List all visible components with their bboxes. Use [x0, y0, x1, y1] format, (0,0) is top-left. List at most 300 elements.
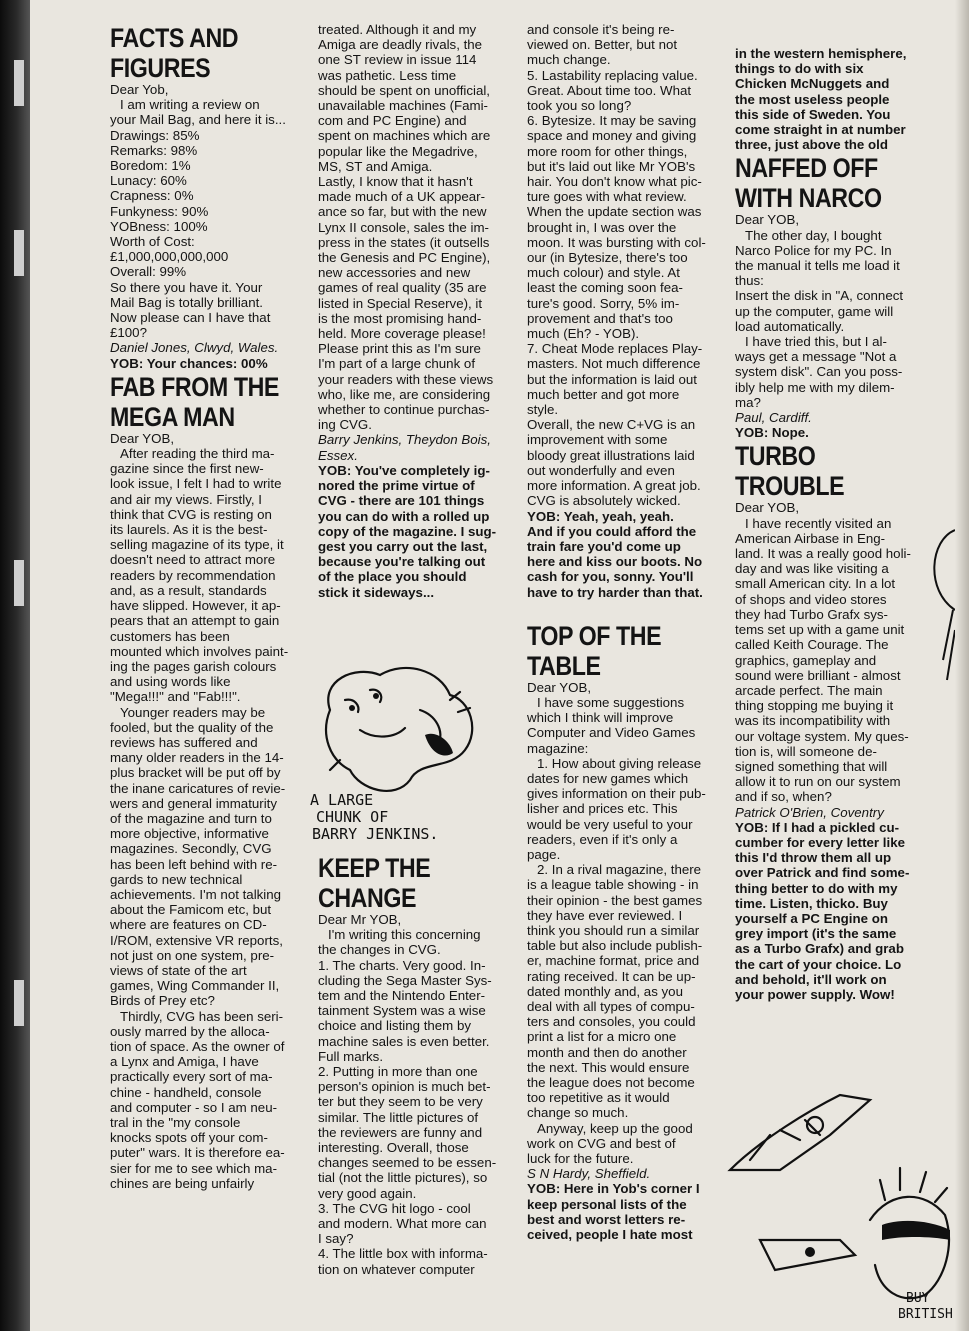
yob-reply-line: grey import (it's the same	[735, 926, 897, 942]
yob-reply-line: here and kiss our boots. No	[527, 554, 703, 570]
letter-text-line: least the coming soon fea-	[527, 280, 683, 296]
yob-character-doodle	[720, 1040, 955, 1330]
letter-text-line: Computer and Video Games	[527, 725, 696, 741]
letter-text-line: Younger readers may be	[120, 704, 266, 720]
letter-text-line: their opinion - the best games	[527, 892, 703, 908]
letter-text-line: magazines. Secondly, CVG	[110, 841, 272, 857]
letter-text-line: more room for other things,	[527, 143, 688, 159]
pupil	[349, 705, 355, 711]
letter-text-line: many older readers in the 14-	[110, 750, 284, 766]
letter-text-line: the manual it tells me load it	[735, 258, 900, 274]
letter-text-line: ibly help me with my dilem-	[735, 379, 895, 395]
letter-text-line: the next. This would ensure	[527, 1059, 690, 1075]
letter-text-line: lisher and prices etc. This	[527, 801, 678, 817]
yob-reply-line: copy of the magazine. I sug-	[318, 523, 497, 539]
letter-text-line: dated monthly and, as you	[527, 983, 683, 999]
letter-text-line: fooled, but the quality of the	[110, 719, 274, 735]
magazine-spine	[0, 0, 30, 1331]
letter-text-line: spent on machines which are	[318, 128, 491, 144]
letter-text-line: Great. About time too. What	[527, 82, 692, 98]
letter-text-line: a Lynx and Amiga, I have	[110, 1054, 259, 1070]
letter-text-line: one ST review in issue 114	[318, 52, 477, 68]
letter-text-line: whether to continue purchas-	[318, 402, 490, 418]
letter-text-line: selling magazine of its type, it	[110, 537, 284, 553]
letter-text-line: 2. In a rival magazine, there	[537, 862, 702, 878]
letter-text-line: ture's good. Sorry, 5% im-	[527, 295, 680, 311]
letter-text-line: much change.	[527, 52, 611, 68]
column-2-top	[318, 22, 518, 600]
yob-reply-line: stick it sideways...	[318, 584, 435, 600]
spine-mark	[14, 60, 24, 106]
letter-text-line: ing the pages garish colours	[110, 658, 277, 674]
letter-text-line: Boredom: 1%	[110, 158, 191, 174]
letter-text-line: Crapness: 0%	[110, 188, 194, 204]
letter-text-line: improvement with some	[527, 432, 668, 448]
letter-text-line: more information. A great job.	[527, 478, 701, 494]
letter-text-line: tainment System was a wise	[318, 1003, 486, 1019]
parachute-doodle	[925, 510, 955, 700]
letter-text-line: tem and the Nintendo Enter-	[318, 988, 486, 1004]
letter-text-line: I'm part of a large chunk of	[318, 356, 476, 372]
letter-text-line: games of real quality (35 are	[318, 280, 487, 296]
letter-text-line: chines are being unfairly	[110, 1175, 255, 1191]
yob-reply-line: nored the prime virtue of	[318, 478, 475, 494]
yob-reply-line: Chicken McNuggets and	[735, 76, 890, 92]
letter-text-line: listed in Special Reserve), it	[318, 295, 483, 311]
letter-text-line: wers and general immaturity	[110, 795, 278, 811]
letter-text-line: I/ROM, extensive VR reports,	[110, 932, 283, 948]
letter-heading: TABLE	[527, 650, 601, 681]
letter-text-line: your readers with these views	[318, 371, 494, 387]
letter-text-line: Dear Mr YOB,	[318, 912, 402, 927]
spine-mark	[14, 980, 24, 1026]
letter-text-line: tems set up with a game unit	[735, 622, 905, 638]
letter-text-line: your Mail Bag, and here it is...	[110, 112, 286, 128]
letter-text-line: the reviewers are funny and	[318, 1124, 483, 1140]
letter-text-line: up the computer, game will	[735, 303, 894, 319]
letter-text-line: held. More coverage please!	[318, 326, 486, 342]
letter-text-line: person's opinion is much bet-	[318, 1079, 491, 1095]
letter-text-line: I have tried this, but I al-	[745, 334, 887, 350]
letter-text-line: magazine:	[527, 740, 589, 756]
letter-text-line: of shops and video stores	[735, 591, 887, 607]
letter-text-line: Overall, the new C+VG is an	[527, 417, 696, 433]
column-4	[735, 46, 935, 1002]
yob-reply-line: And if you could afford the	[527, 523, 697, 539]
yob-reply-line: and behold, it'll work on	[735, 971, 887, 987]
yob-reply-line: YOB: Nope.	[735, 425, 809, 441]
letter-text-line: very good again.	[318, 1185, 417, 1201]
letter-text-line: com and PC Engine) and	[318, 113, 467, 129]
yob-reply-line: keep personal lists of the	[527, 1196, 687, 1212]
letter-text-line: sound were brilliant - almost	[735, 667, 901, 683]
letter-text-line: brought in, I was over the	[527, 219, 677, 235]
letter-text-line: press in the states (it outsells	[318, 234, 490, 250]
letter-text-line: 7. Cheat Mode replaces Play-	[527, 341, 703, 357]
letter-text-line: style.	[527, 402, 559, 418]
letter-text-line: customers has been	[110, 628, 230, 644]
letter-text-line: views of state of the art	[110, 962, 247, 978]
letter-text-line: 5. Lastability replacing value.	[527, 67, 698, 83]
letter-text-line: YOBness: 100%	[110, 218, 208, 234]
yob-reply-line: have to try harder than that.	[527, 584, 703, 600]
yob-reply-line: best and worst letters re-	[527, 1211, 686, 1227]
letter-heading: TOP OF THE	[527, 620, 662, 651]
parachute-lines	[943, 610, 955, 680]
letter-text-line: American Airbase in Eng-	[735, 530, 886, 546]
letter-heading: KEEP THE	[318, 853, 431, 883]
letter-text-line: our (in Bytesize, there's too	[527, 250, 688, 266]
head-outline	[870, 1197, 949, 1298]
letter-signature: Daniel Jones, Clwyd, Wales.	[110, 340, 279, 356]
letter-text-line: Narco Police for my PC. In	[735, 242, 892, 258]
letter-text-line: er, machine format, price and	[527, 953, 700, 969]
letter-text-line: they have ever reviewed. I	[527, 907, 683, 923]
letter-text-line: Lynx II console, sales the im-	[318, 219, 489, 235]
letter-text-line: tial (not the little pictures), so	[318, 1170, 488, 1186]
letter-text-line: Thirdly, CVG has been seri-	[120, 1008, 284, 1024]
letter-text-line: the changes in CVG.	[318, 942, 441, 958]
letter-text-line: MS, ST and Amiga.	[318, 158, 433, 174]
letter-text-line: ter but they seem to be very	[318, 1094, 483, 1110]
letter-signature: Paul, Cardiff.	[735, 410, 812, 426]
column-2-bottom	[318, 852, 518, 1277]
letter-text-line: much colour) and style. At	[527, 265, 680, 281]
letter-text-line: but the information is laid out	[527, 371, 698, 387]
letter-text-line: tion is, will someone de-	[735, 743, 877, 759]
letter-text-line: ously marred by the alloca-	[110, 1023, 270, 1039]
letter-text-line: ways get a message "Not a	[735, 349, 897, 365]
letter-text-line: out wonderfully and even	[527, 462, 675, 478]
letter-text-line: Now please can I have that	[110, 310, 271, 326]
letter-heading: FIGURES	[110, 53, 211, 83]
yob-reply-line: three, just above the old	[735, 137, 888, 153]
letter-text-line: graphics, gameplay and	[735, 652, 877, 668]
letter-text-line: gards to new technical	[110, 871, 243, 887]
letter-text-line: similar. The little pictures of	[318, 1109, 479, 1125]
letter-text-line: 6. Bytesize. It may be saving	[527, 113, 697, 129]
letter-text-line: Anyway, keep up the good	[537, 1120, 693, 1136]
letter-text-line: much (Eh? - YOB).	[527, 326, 640, 342]
letter-text-line: too repetitive as it would	[527, 1090, 670, 1106]
letter-heading: WITH NARCO	[735, 183, 882, 214]
letter-text-line: mounted which involves paint-	[110, 643, 289, 659]
letter-text-line: Birds of Prey etc?	[110, 993, 215, 1009]
yob-reply-line: train fare you'd come up	[527, 538, 681, 554]
spine-mark	[14, 230, 24, 276]
letter-text-line: doesn't need to attract more	[110, 552, 276, 568]
letter-text-line: 1. The charts. Very good. In-	[318, 957, 486, 973]
letter-text-line: changes seemed to be essen-	[318, 1155, 497, 1171]
letter-text-line: readers, even if it's only a	[527, 831, 678, 847]
spacer	[527, 600, 727, 620]
yob-reply-line: of the place you should	[318, 569, 467, 585]
mouth-outline	[360, 728, 405, 737]
letter-text-line: tral in the "my console	[110, 1115, 241, 1130]
letter-heading: MEGA MAN	[110, 401, 235, 432]
letter-text-line: our voltage system. My ques-	[735, 728, 909, 744]
letter-text-line: they had Turbo Grafx sys-	[735, 606, 888, 622]
letter-text-line: and computer - so I am neu-	[110, 1099, 278, 1115]
letter-text-line: CVG is absolutely wicked.	[527, 493, 681, 509]
letter-text-line: more objective, informative	[110, 826, 269, 842]
column-3	[527, 22, 727, 1242]
yob-reply-line: your power supply. Wow!	[735, 986, 895, 1002]
letter-text-line: print a list for a micro one	[527, 1029, 677, 1045]
letter-text-line: pears that an attempt to gain	[110, 613, 280, 629]
letter-text-line: readers by recommendation	[110, 567, 276, 583]
letter-text-line: and, as a result, standards	[110, 582, 267, 598]
letter-signature: Patrick O'Brien, Coventry	[735, 804, 884, 820]
letter-text-line: After reading the third ma-	[120, 446, 275, 462]
letter-text-line: The other day, I bought	[745, 227, 882, 243]
letter-text-line: not just on one system, pre-	[110, 947, 275, 963]
yob-reply-line: YOB: If I had a pickled cu-	[735, 819, 900, 835]
letter-text-line: tion on whatever computer	[318, 1261, 475, 1277]
column-1	[110, 22, 300, 1191]
letter-text-line: choice and listing them by	[318, 1018, 471, 1034]
letter-text-line: Lunacy: 60%	[110, 173, 187, 189]
parachute-canopy	[934, 530, 955, 610]
barry-jenkins-doodle	[300, 640, 500, 850]
letter-text-line: hair. You don't know what pic-	[527, 174, 702, 190]
pupil	[373, 693, 379, 699]
yob-reply-line: come straight in at number	[735, 122, 906, 138]
letter-text-line: rating received. It can be up-	[527, 968, 696, 984]
doodle-caption-line: CHUNK OF	[316, 808, 389, 826]
letter-text-line: signed something that will	[735, 758, 888, 774]
letter-text-line: think you should run a similar	[527, 922, 700, 938]
letter-text-line: gives information on their pub-	[527, 786, 706, 802]
letter-text-line: Full marks.	[318, 1048, 384, 1064]
letter-text-line: system disk". Can you poss-	[735, 364, 903, 380]
letter-text-line: Funkyness: 90%	[110, 203, 209, 219]
letter-text-line: is a league table showing - in	[527, 877, 699, 893]
letter-text-line: When the update section was	[527, 204, 702, 220]
letter-text-line: month and then do another	[527, 1044, 687, 1060]
letter-text-line: Mail Bag is totally brilliant.	[110, 294, 263, 310]
yob-reply-line: you can do with a rolled up	[318, 508, 490, 524]
letter-text-line: work on CVG and best of	[527, 1135, 676, 1151]
letter-text-line: 3. The CVG hit logo - cool	[318, 1200, 471, 1216]
letter-text-line: Lastly, I know that it hasn't	[318, 174, 473, 190]
letter-text-line: masters. Not much difference	[527, 356, 701, 372]
letter-text-line: Amiga are deadly rivals, the	[318, 37, 483, 53]
letter-text-line: 2. Putting in more than one	[318, 1064, 478, 1080]
letter-heading: CHANGE	[318, 883, 417, 913]
letter-text-line: which I think will improve	[527, 710, 674, 726]
yob-reply-line: YOB: Yeah, yeah, yeah.	[527, 508, 674, 524]
shoe-shape	[425, 734, 453, 756]
letter-text-line: "Mega!!!" and "Fab!!!".	[110, 689, 241, 705]
spine-mark	[14, 560, 24, 606]
yob-reply-line: the cart of your choice. Lo	[735, 956, 902, 972]
letter-text-line: I'm writing this concerning	[328, 927, 481, 943]
sign-line: BUY	[906, 1291, 930, 1306]
letter-text-line: thus:	[735, 273, 764, 289]
letter-text-line: So there you have it. Your	[110, 279, 263, 295]
letter-text-line: arcade perfect. The main	[735, 682, 883, 698]
letter-text-line: moon. It was bursting with col-	[527, 234, 706, 250]
letter-text-line: interesting. Overall, those	[318, 1140, 469, 1156]
letter-text-line: Dear YOB,	[527, 679, 592, 695]
letter-signature: Essex.	[318, 447, 358, 463]
letter-text-line: Dear YOB,	[735, 500, 800, 516]
letter-text-line: treated. Although it and my	[318, 22, 477, 37]
letter-text-line: puter" wars. It is therefore ea-	[110, 1145, 285, 1161]
letter-text-line: and modern. What more can	[318, 1216, 487, 1232]
letter-text-line: ing CVG.	[318, 417, 372, 433]
letter-text-line: gazine since the first new-	[110, 461, 264, 477]
letter-text-line: viewed on. Better, but not	[527, 37, 678, 53]
letter-text-line: Dear YOB,	[735, 212, 800, 228]
letter-text-line: sier for me to see which ma-	[110, 1160, 278, 1176]
sunglasses-shape	[882, 1221, 950, 1240]
letter-text-line: its laurels. As it is the best-	[110, 522, 268, 538]
letter-heading: FAB FROM THE	[110, 371, 279, 402]
doodle-caption-line: A LARGE	[310, 791, 374, 809]
letter-text-line: and console it's being re-	[527, 22, 675, 37]
letter-text-line: Dear Yob,	[110, 82, 169, 97]
letter-text-line: Insert the disk in "A, connect	[735, 288, 904, 304]
raygun-dial	[805, 1247, 815, 1257]
letter-text-line: and using words like	[110, 674, 231, 690]
letter-text-line: knocks spots off your com-	[110, 1130, 268, 1146]
letter-text-line: I say?	[318, 1231, 354, 1247]
letter-text-line: provement and that's too	[527, 310, 673, 326]
letter-text-line: was its incompatibility with	[735, 713, 891, 729]
letter-text-line: 1. How about giving release	[537, 755, 702, 771]
letter-text-line: Please print this as I'm sure	[318, 341, 481, 357]
letter-text-line: is the most promising hand-	[318, 310, 482, 326]
letter-heading: FACTS AND	[110, 23, 239, 53]
sign-line: BRITISH	[898, 1307, 953, 1322]
yob-reply-line: ceived, people I hate most	[527, 1227, 693, 1243]
letter-text-line: Remarks: 98%	[110, 142, 198, 158]
letter-heading: TURBO	[735, 441, 816, 472]
letter-text-line: plus bracket will be put off by	[110, 765, 281, 781]
letter-text-line: made much of a UK appear-	[318, 189, 486, 205]
letter-text-line: I have some suggestions	[537, 694, 685, 710]
letter-text-line: Dear YOB,	[110, 430, 175, 446]
letter-text-line: practically every sort of ma-	[110, 1069, 273, 1085]
yob-reply-line: cash for you, sonny. You'll	[527, 569, 694, 585]
yob-reply-line: cumber for every letter like	[735, 834, 905, 850]
letter-heading: NAFFED OFF	[735, 153, 878, 184]
letter-text-line: who, like me, are considering	[318, 386, 491, 402]
letter-text-line: has been left behind with re-	[110, 856, 278, 872]
letter-text-line: the inane caricatures of revie-	[110, 780, 286, 796]
letter-text-line: called Keith Courage. The	[735, 637, 889, 653]
letter-text-line: load automatically.	[735, 318, 845, 334]
letter-text-line: page.	[527, 846, 561, 862]
letter-text-line: small American city. In a lot	[735, 576, 896, 592]
letter-text-line: change so much.	[527, 1105, 629, 1121]
letter-text-line: thing stopping me buying it	[735, 698, 894, 714]
letter-text-line: unavailable machines (Fami-	[318, 98, 488, 114]
letter-text-line: would be very useful to your	[527, 816, 693, 832]
letter-text-line: bloody great illustrations laid	[527, 447, 695, 463]
yob-reply-line: in the western hemisphere,	[735, 46, 907, 61]
letter-text-line: and if so, when?	[735, 789, 832, 805]
letter-text-line: land. It was a really good holi-	[735, 546, 911, 562]
letter-text-line: cluding the Sega Master Sys-	[318, 972, 492, 988]
letter-text-line: where are features on CD-	[110, 917, 267, 933]
letter-text-line: should be spent on unofficial,	[318, 82, 491, 98]
yob-reply-line: this side of Sweden. You	[735, 106, 891, 122]
letter-text-line: day and was like visiting a	[735, 561, 889, 577]
yob-reply-line: thing better to do with my	[735, 880, 898, 896]
yob-reply-line: gest you carry out the last,	[318, 538, 488, 554]
yob-reply-line: this I'd throw them all up	[735, 850, 892, 866]
letter-text-line: Worth of Cost:	[110, 234, 195, 250]
letter-heading: TROUBLE	[735, 471, 845, 502]
page-edge	[955, 0, 969, 1331]
letter-text-line: allow it to run on our system	[735, 774, 901, 790]
letter-text-line: about the Famicom etc, but	[110, 902, 272, 918]
letter-text-line: I have recently visited an	[745, 515, 892, 531]
yob-reply-line: because you're talking out	[318, 554, 486, 570]
letter-text-line: reviews has suffered and	[110, 734, 258, 750]
letter-text-line: look issue, I felt I had to write	[110, 476, 282, 492]
letter-text-line: the Genesis and PC Engine),	[318, 250, 491, 266]
letter-text-line: ture goes with what review.	[527, 189, 687, 205]
letter-text-line: machine sales is even better.	[318, 1033, 490, 1049]
letter-text-line: games, Wing Commander II,	[110, 978, 280, 994]
letter-text-line: think that CVG is resting on	[110, 506, 272, 522]
letter-text-line: tion of space. As the owner of	[110, 1038, 285, 1054]
letter-text-line: have slipped. However, it ap-	[110, 598, 281, 614]
letter-text-line: and air my views. Firstly, I	[110, 491, 262, 507]
letter-text-line: but it's laid out like Mr YOB's	[527, 158, 696, 174]
yob-reply-line: things to do with six	[735, 61, 864, 77]
letter-text-line: ma?	[735, 394, 761, 410]
yob-reply-line: YOB: Here in Yob's corner I	[527, 1181, 700, 1197]
letter-text-line: of the magazine and turn to	[110, 810, 272, 826]
letter-text-line: popular like the Megadrive,	[318, 143, 478, 159]
yob-reply-line: over Patrick and find some-	[735, 865, 910, 881]
letter-text-line: 4. The little box with informa-	[318, 1246, 488, 1262]
letter-text-line: took you so long?	[527, 98, 632, 114]
letter-text-line: much better and got more	[527, 386, 680, 402]
letter-text-line: £1,000,000,000,000	[110, 249, 229, 265]
blob-body-outline	[326, 668, 472, 791]
letter-text-line: achievements. I'm not talking	[110, 886, 282, 902]
letter-text-line: the league does not become	[527, 1075, 695, 1090]
letter-text-line: was pathetic. Less time	[318, 67, 457, 83]
yob-reply-line: YOB: Your chances: 00%	[110, 355, 268, 371]
letter-text-line: ance so far, but with the new	[318, 204, 487, 220]
letter-text-line: £100?	[110, 325, 147, 341]
yob-reply-line: CVG - there are 101 things	[318, 493, 485, 509]
letter-text-line: new accessories and new	[318, 265, 471, 281]
letter-text-line: luck for the future.	[527, 1151, 634, 1167]
letter-text-line: dates for new games which	[527, 770, 689, 786]
letter-signature: S N Hardy, Sheffield.	[527, 1166, 651, 1182]
yob-reply-line: YOB: You've completely ig-	[318, 462, 490, 478]
yob-reply-line: as a Turbo Grafx) and grab	[735, 941, 904, 957]
yob-reply-line: time. Listen, thicko. Buy	[735, 895, 888, 911]
yob-reply-line: yourself a PC Engine on	[735, 910, 888, 926]
letter-signature: Barry Jenkins, Theydon Bois,	[318, 432, 491, 448]
yob-reply-line: the most useless people	[735, 91, 890, 107]
letter-text-line: ters and consoles, you could	[527, 1014, 696, 1030]
letter-text-line: I am writing a review on	[120, 97, 260, 113]
letter-text-line: chine - handheld, console	[110, 1084, 262, 1100]
letter-text-line: Overall: 99%	[110, 264, 187, 280]
letter-text-line: table but also include publish-	[527, 938, 703, 954]
letter-text-line: space and money and giving	[527, 128, 697, 144]
